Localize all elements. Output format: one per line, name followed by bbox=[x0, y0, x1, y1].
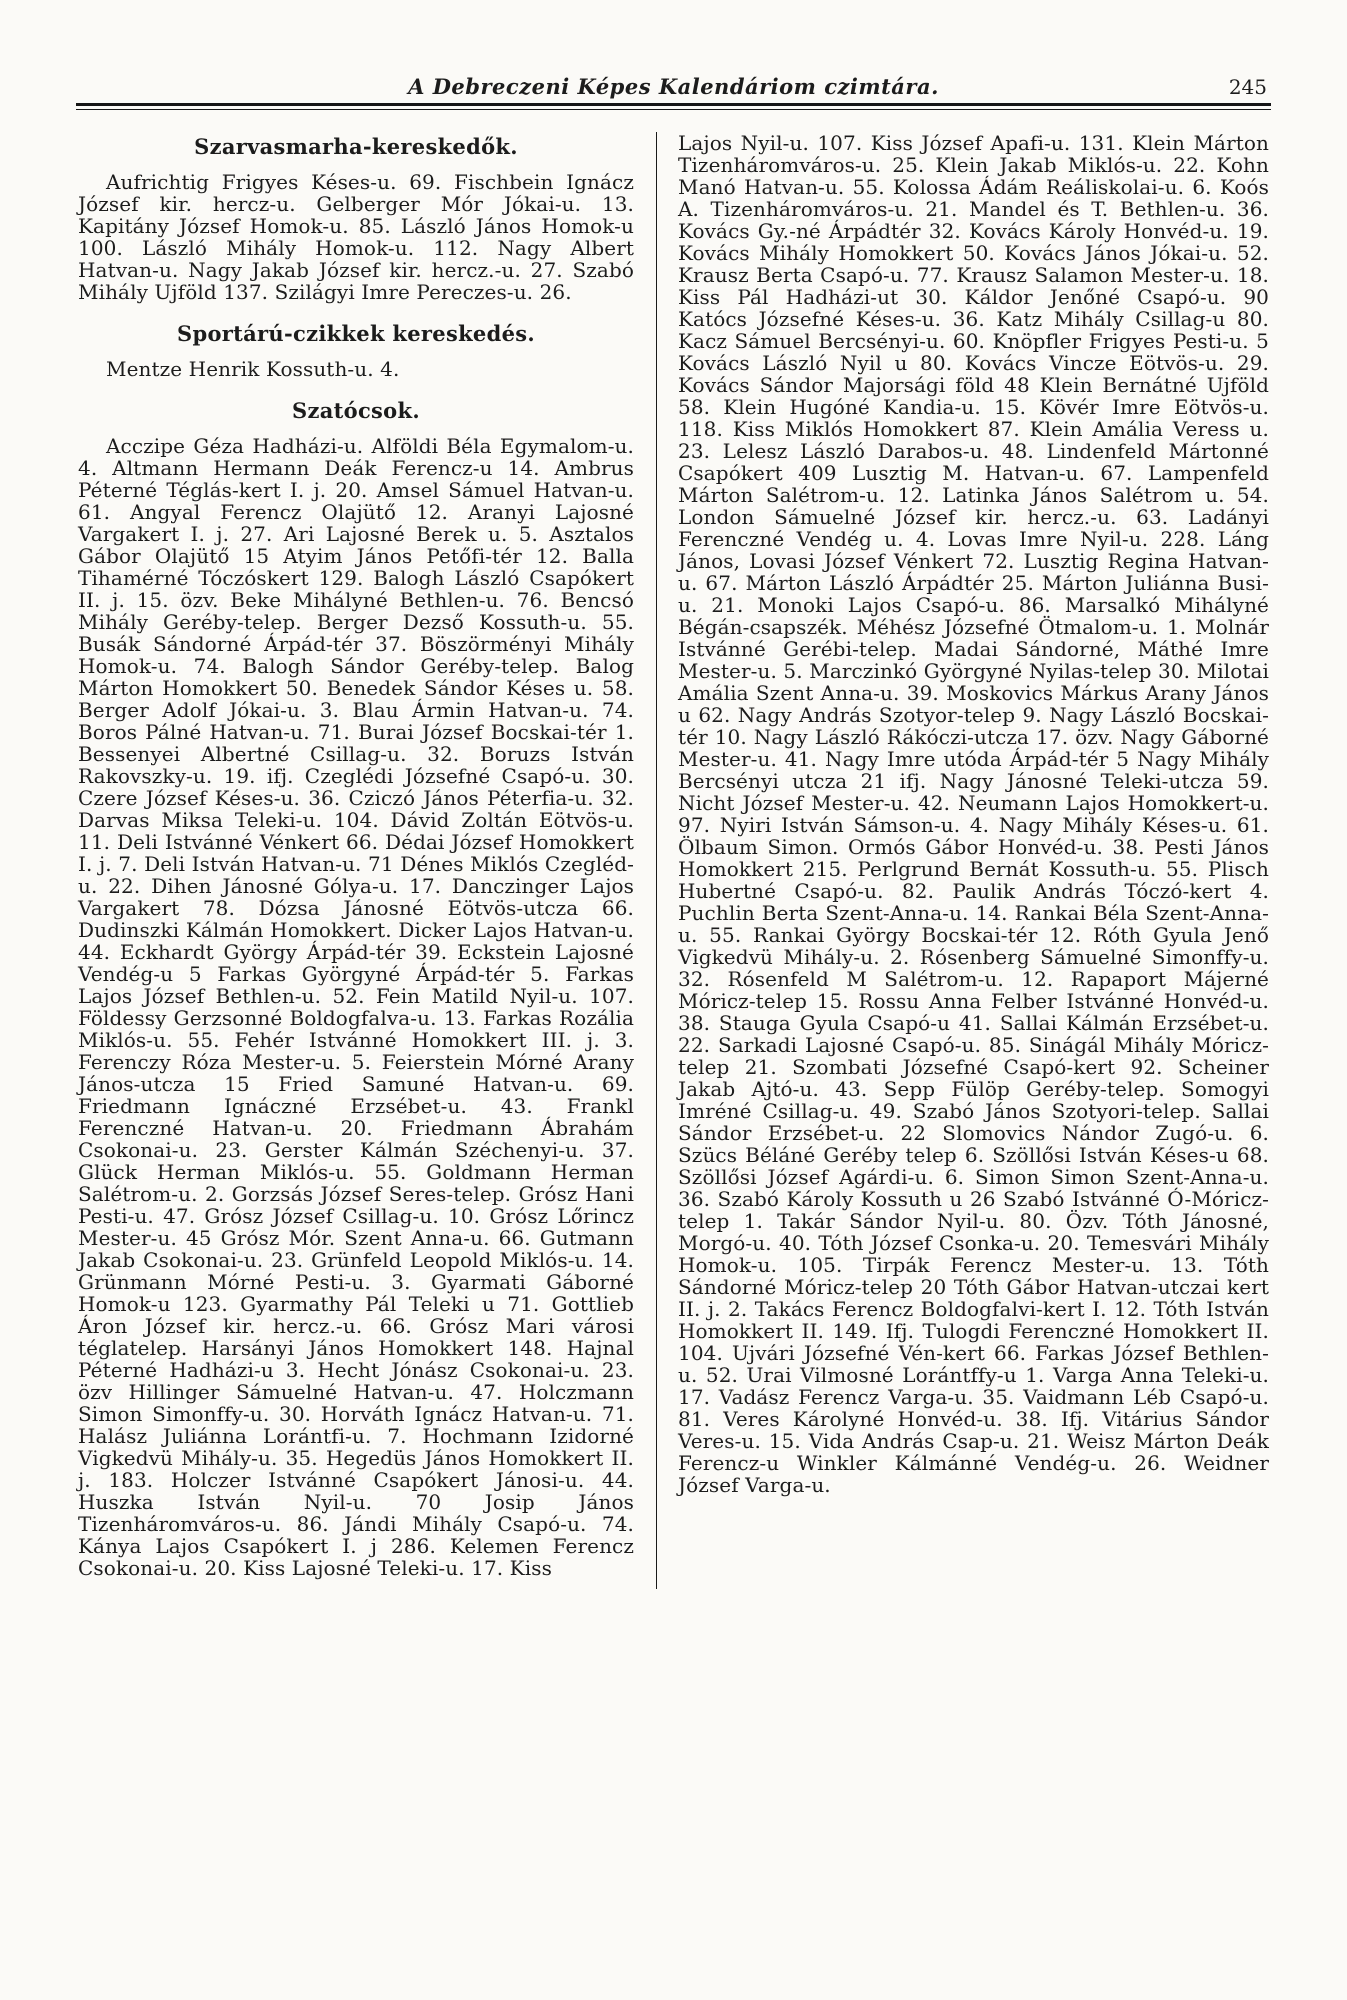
header-rule bbox=[76, 103, 1271, 110]
section-heading: Sportárú-czikkek kereskedés. bbox=[177, 321, 535, 346]
page-number: 245 bbox=[1228, 75, 1267, 99]
section-heading: Szatócsok. bbox=[292, 398, 420, 423]
directory-columns bbox=[78, 132, 1269, 1589]
section-body: Acczipe Géza Hadházi-u. Alföldi Béla Egymalom-u. 4. Altmann Hermann Deák Ferencz-u 14. Ambrus Péterné Téglás-kert I. j. 20. Amsel Sámuel Hatvan-u. 61. Angyal Ferencz Olajütő 12. Aranyi Lajosné Vargakert I. j. 27. Ari Lajosné Berek u. 5. Asztalos Gábor Olajütő 15 Atyim János Petőfi-tér 12. Balla Tihamérné Tóczóskert 129. Balogh László Csapókert II. j. 15. özv. Beke Mihályné Bethlen-u. 76. Bencsó Mihály Geréby-telep. Berger Dezső Kossuth-u. 55. Busák Sándorné Árpád-tér 37. Böszörményi Mihály Homok-u. 74. Balogh Sándor Geréby-telep. Balog Márton Homokkert 50. Benedek Sándor Késes u. 58. Berger Adolf Jókai-u. 3. Blau Ármin Hatvan-u. 74. Boros Pálné Hatvan-u. 71. Burai József Bocskai-tér 1. Bessenyei Albertné Csillag-u. 32. Boruzs István Rakovszky-u. 19. ifj. Czeglédi Józsefné Csapó-u. 30. Czere József Késes-u. 36. Cziczó János Péterfia-u. 32. Darvas Miksa Teleki-u. 104. Dávid Zoltán Eötvös-u. 11. Deli Istvánné Vénkert 66. Dédai József Homokkert I. j. 7. Deli István Hatvan-u. 71 Dénes Miklós Czegléd-u. 22. Dihen Jánosné Gólya-u. 17. Danczinger Lajos Vargakert 78. Dózsa Jánosné Eötvös-utcza 66. Dudinszki Kálmán Homokkert. Dicker Lajos Hatvan-u. 44. Eckhardt György Árpád-tér 39. Eckstein Lajosné Vendég-u 5 Farkas Györgyné Árpád-tér 5. Farkas Lajos József Bethlen-u. 52. Fein Matild Nyil-u. 107. Földessy Gerzsonné Boldogfalva-u. 13. Farkas Rozália Miklós-u. 55. Fehér Istvánné Homokkert III. j. 3. Ferenczy Róza Mester-u. 5. Feierstein Mórné Arany János-utcza 15 Fried Samuné Hatvan-u. 69. Friedmann Ignáczné Erzsébet-u. 43. Frankl Ferenczné Hatvan-u. 20. Friedmann Ábrahám Csokonai-u. 23. Gerster Kálmán Széchenyi-u. 37. Glück Herman Miklós-u. 55. Goldmann Herman Salétrom-u. 2. Gorzsás József Seres-telep. Grósz Hani Pesti-u. 47. Grósz József Csillag-u. 10. Grósz Lőrincz Mester-u. 45 Grósz Mór. Szent Anna-u. 66. Gutmann Jakab Csokonai-u. 23. Grünfeld Leopold Miklós-u. 14. Grünmann Mórné Pesti-u. 3. Gyarmati Gáborné Homok-u 123. Gyarmathy Pál Teleki u 71. Gottlieb Áron József kir. hercz.-u. 66. Grósz Mari városi téglatelep. Harsányi János Homokkert 148. Hajnal Péterné Hadházi-u 3. Hecht Jónász Csokonai-u. 23. özv Hillinger Sámuelné Hatvan-u. 47. Holczmann Simon Simonffy-u. 30. Horváth Ignácz Hatvan-u. 71. Halász Juliánna Lorántfi-u. 7. Hochmann Izidorné Vigkedvü Mihály-u. 35. Hegedüs János Homokkert II. j. 183. Holczer Istvánné Csapókert Jánosi-u. 44. Huszka István Nyil-u. 70 Josip János Tizenháromváros-u. 86. Jándi Mihály Csapó-u. 74. Kánya Lajos Csapókert I. j 286. Kelemen Ferencz Csokonai-u. 20. Kiss Lajosné Teleki-u. 17. Kiss bbox=[78, 434, 634, 1580]
section-sportaru bbox=[78, 323, 634, 380]
section-body: Aufrichtig Frigyes Késes-u. 69. Fischbein Ignácz József kir. hercz-u. Gelberger Mór Jókai-u. 13. Kapitány József Homok-u. 85. László János Homok-u 100. László Mihály Homok-u. 112. Nagy Albert Hatvan-u. Nagy Jakab József kir. hercz.-u. 27. Szabó Mihály Ujföld 137. Szilágyi Imre Pereczes-u. 26. bbox=[78, 170, 634, 304]
right-column bbox=[678, 132, 1269, 1589]
section-heading: Szarvasmarha-kereskedők. bbox=[194, 134, 518, 159]
left-column bbox=[78, 132, 634, 1589]
section-szarvasmarha bbox=[78, 136, 634, 303]
running-title: A Debreczeni Képes Kalendáriom czimtára. bbox=[408, 74, 939, 99]
section-body: Mentze Henrik Kossuth-u. 4. bbox=[106, 357, 400, 381]
column-divider-rule bbox=[656, 132, 657, 1589]
right-column-body: Lajos Nyil-u. 107. Kiss József Apafi-u. 131. Klein Márton Tizenháromváros-u. 25. Klein Jakab Miklós-u. 22. Kohn Manó Hatvan-u. 55. Kolossa Ádám Reáliskolai-u. 6. Koós A. Tizenháromváros-u. 21. Mandel és T. Bethlen-u. 36. Kovács Gy.-né Árpádtér 32. Kovács Károly Honvéd-u. 19. Kovács Mihály Homokkert 50. Kovács János Jókai-u. 52. Krausz Berta Csapó-u. 77. Krausz Salamon Mester-u. 18. Kiss Pál Hadházi-ut 30. Káldor Jenőné Csapó-u. 90 Katócs Józsefné Késes-u. 36. Katz Mihály Csillag-u 80. Kacz Sámuel Bercsényi-u. 60. Knöpfler Frigyes Pesti-u. 5 Kovács László Nyil u 80. Kovács Vincze Eötvös-u. 29. Kovács Sándor Majorsági föld 48 Klein Bernátné Ujföld 58. Klein Hugóné Kandia-u. 15. Kövér Imre Eötvös-u. 118. Kiss Miklós Homokkert 87. Klein Amália Veress u. 23. Lelesz László Darabos-u. 48. Lindenfeld Mártonné Csapókert 409 Lusztig M. Hatvan-u. 67. Lampenfeld Márton Salétrom-u. 12. Latinka János Salétrom u. 54. London Sámuelné József kir. hercz.-u. 63. Ladányi Ferenczné Vendég u. 4. Lovas Imre Nyil-u. 228. Láng János, Lovasi József Vénkert 72. Lusztig Regina Hatvan-u. 67. Márton László Árpádtér 25. Márton Juliánna Busi-u. 21. Monoki Lajos Csapó-u. 86. Marsalkó Mihályné Bégán-csapszék. Méhész Józsefné Ötmalom-u. 1. Molnár Istvánné Gerébi-telep. Madai Sándorné, Máthé Imre Mester-u. 5. Marczinkó Györgyné Nyilas-telep 30. Milotai Amália Szent Anna-u. 39. Moskovics Márkus Arany János u 62. Nagy András Szotyor-telep 9. Nagy László Bocskai-tér 10. Nagy László Rákóczi-utcza 17. özv. Nagy Gáborné Mester-u. 41. Nagy Imre utóda Árpád-tér 5 Nagy Mihály Bercsényi utcza 21 ifj. Nagy Jánosné Teleki-utcza 59. Nicht József Mester-u. 42. Neumann Lajos Homokkert-u. 97. Nyiri István Sámson-u. 4. Nagy Mihály Késes-u. 61. Ölbaum Simon. Ormós Gábor Honvéd-u. 38. Pesti János Homokkert 215. Perlgrund Bernát Kossuth-u. 55. Plisch Hubertné Csapó-u. 82. Paulik András Tóczó-kert 4. Puchlin Berta Szent-Anna-u. 14. Rankai Béla Szent-Anna-u. 55. Rankai György Bocskai-tér 12. Róth Gyula Jenő Vigkedvü Mihály-u. 2. Rósenberg Sámuelné Simonffy-u. 32. Rósenfeld M Salétrom-u. 12. Rapaport Májerné Móricz-telep 15. Rossu Anna Felber Istvánné Honvéd-u. 38. Stauga Gyula Csapó-u 41. Sallai Kálmán Erzsébet-u. 22. Sarkadi Lajosné Csapó-u. 85. Sinágál Mihály Móricz-telep 21. Szombati Józsefné Csapó-kert 92. Scheiner Jakab Ajtó-u. 43. Sepp Fülöp Geréby-telep. Somogyi Imréné Csillag-u. 49. Szabó János Szotyori-telep. Sallai Sándor Erzsébet-u. 22 Slomovics Nándor Zugó-u. 6. Szücs Béláné Geréby telep 6. Szöllősi István Késes-u 68. Szöllősi József Agárdi-u. 6. Simon Simon Szent-Anna-u. 36. Szabó Károly Kossuth u 26 Szabó Istvánné Ó-Móricz-telep 1. Takár Sándor Nyil-u. 80. Özv. Tóth Jánosné, Morgó-u. 40. Tóth József Csonka-u. 20. Temesvári Mihály Homok-u. 105. Tirpák Ferencz Mester-u. 13. Tóth Sándorné Móricz-telep 20 Tóth Gábor Hatvan-utczai kert II. j. 2. Takács Ferencz Boldogfalvi-kert I. 12. Tóth István Homokkert II. 149. Ifj. Tulogdi Ferenczné Homokkert II. 104. Ujvári Józsefné Vén-kert 66. Farkas József Bethlen-u. 52. Urai Vilmosné Lorántffy-u 1. Varga Anna Teleki-u. 17. Vadász Ferencz Varga-u. 35. Vaidmann Léb Csapó-u. 81. Veres Károlyné Honvéd-u. 38. Ifj. Vitárius Sándor Veres-u. 15. Vida András Csap-u. 21. Weisz Márton Deák Ferencz-u Winkler Kálmánné Vendég-u. 26. Weidner József Varga-u. bbox=[678, 131, 1269, 1497]
section-szatocsok bbox=[78, 400, 634, 1579]
running-header bbox=[78, 74, 1269, 99]
